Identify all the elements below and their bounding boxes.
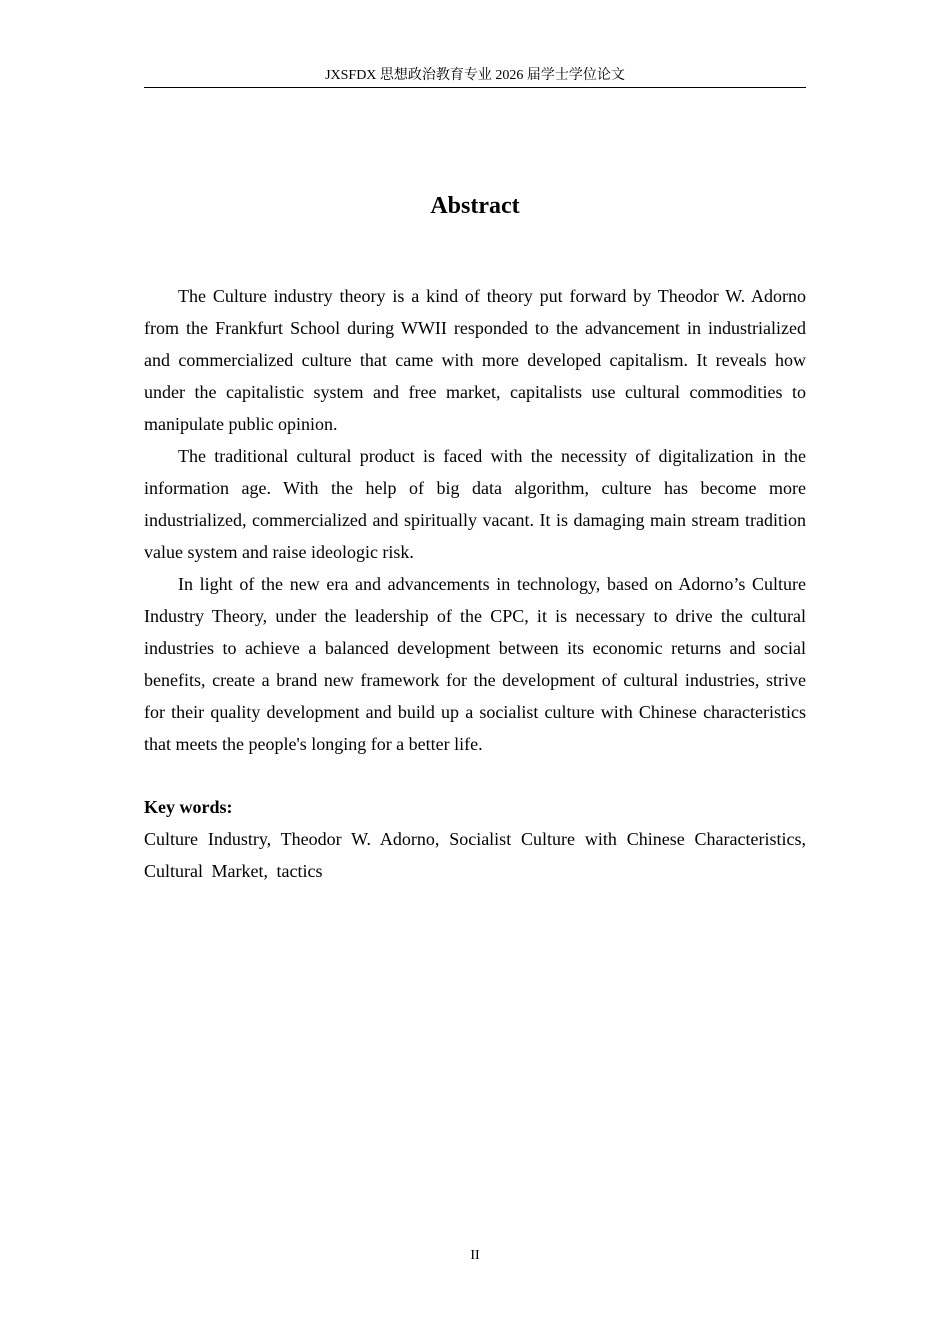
keywords-text: Culture Industry, Theodor W. Adorno, Socialist Culture with Chinese Characteristics, Cultural Market, tactics [144,829,806,881]
keywords-label: Key words: [144,797,233,817]
abstract-paragraph-1: The Culture industry theory is a kind of theory put forward by Theodor W. Adorno from the Frankfurt School during WWII responded to the advancement in industrialized and commercialized culture that came with more developed capitalism. It reveals how under the capitalistic system and free market, capitalists use cultural commodities to manipulate public opinion. [144,286,806,434]
header-rule [144,87,806,88]
abstract-body [144,280,806,760]
keywords-section [144,791,806,887]
abstract-paragraph-3: In light of the new era and advancements in technology, based on Adorno’s Culture Industry Theory, under the leadership of the CPC, it is necessary to drive the cultural industries to achieve a balanced development between its economic returns and social benefits, create a brand new framework for the development of cultural industries, strive for their quality development and build up a socialist culture with Chinese characteristics that meets the people's longing for a better life. [144,574,806,754]
page-number: II [470,1248,480,1263]
running-header: JXSFDX 思想政治教育专业 2026 届学士学位论文 [325,68,625,83]
abstract-paragraph-2: The traditional cultural product is faced with the necessity of digitalization in the information age. With the help of big data algorithm, culture has become more industrialized, commercialized and spiritually vacant. It is damaging main stream tradition value system and raise ideologic risk. [144,446,806,562]
abstract-title: Abstract [430,193,520,219]
